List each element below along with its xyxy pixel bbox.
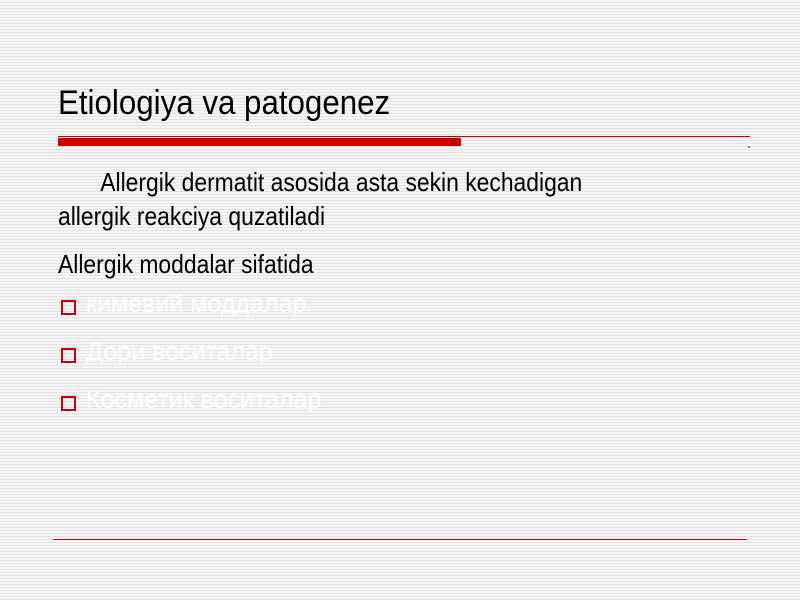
paragraph-1-line-1 (58, 165, 674, 199)
footer-rule (53, 539, 747, 540)
bullet-text: Дори воситалар (86, 338, 273, 366)
hollow-square-icon (61, 348, 76, 363)
title-underline-dot (748, 146, 750, 148)
paragraph-2: Allergik moddalar sifatida (58, 249, 314, 279)
slide-title: Etiologiya va patogenez (58, 84, 391, 122)
bullet-list (58, 290, 758, 439)
bullet-text: Косметик воситалар (86, 386, 322, 414)
paragraph-gap (58, 233, 758, 247)
hollow-square-icon (61, 300, 76, 315)
paragraph-1-line-1-text: Allergik dermatit asosida asta sekin kechadigan (100, 167, 583, 197)
hollow-square-icon (61, 396, 76, 411)
title-underline-thick (58, 138, 461, 146)
slide-body (58, 165, 758, 439)
paragraph-1-line-2: allergik reakciya quzatiladi (58, 201, 326, 231)
list-item (58, 386, 758, 439)
bullet-text: кимевий моддалар (86, 290, 307, 318)
title-underline-thin (58, 136, 750, 137)
